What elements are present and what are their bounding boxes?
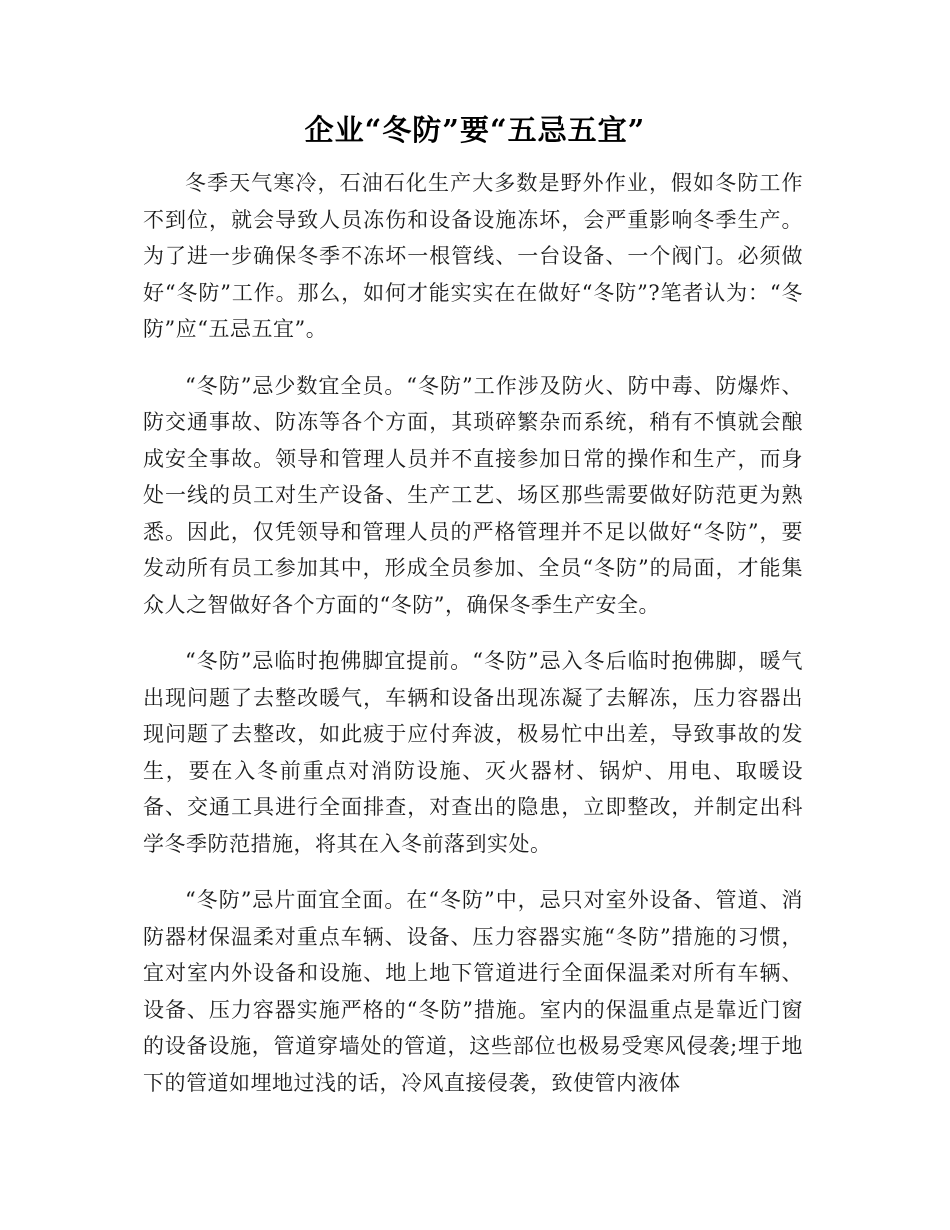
- paragraph-intro: 冬季天气寒冷，石油石化生产大多数是野外作业，假如冬防工作不到位，就会导致人员冻伤和设备设施冻坏，会严重影响冬季生产。为了进一步确保冬季不冻坏一根管线、一台设备、一个阀门。必须做好“冬防”工作。那么，如何才能实实在在做好“冬防”?笔者认为：“冬防”应“五忌五宜”。: [143, 171, 803, 341]
- paragraph-full-staff: “冬防”忌少数宜全员。“冬防”工作涉及防火、防中毒、防爆炸、防交通事故、防冻等各个方面，其琐碎繁杂而系统，稍有不慎就会酿成安全事故。领导和管理人员并不直接参加日常的操作和生产，而身处一线的员工对生产设备、生产工艺、场区那些需要做好防范更为熟悉。因此，仅凭领导和管理人员的严格管理并不足以做好“冬防”，要发动所有员工参加其中，形成全员参加、全员“冬防”的局面，才能集众人之智做好各个方面的“冬防”，确保冬季生产安全。: [143, 373, 803, 617]
- document-body: [143, 165, 803, 1121]
- paragraph-comprehensive: “冬防”忌片面宜全面。在“冬防”中，忌只对室外设备、管道、消防器材保温柔对重点车辆、设备、压力容器实施“冬防”措施的习惯，宜对室内外设备和设施、地上地下管道进行全面保温柔对所有车辆、设备、压力容器实施严格的“冬防”措施。室内的保温重点是靠近门窗的设备设施，管道穿墙处的管道，这些部位也极易受寒风侵袭;埋于地下的管道如埋地过浅的话，冷风直接侵袭，致使管内液体: [143, 888, 803, 1095]
- paragraph-in-advance: “冬防”忌临时抱佛脚宜提前。“冬防”忌入冬后临时抱佛脚，暖气出现问题了去整改暖气，车辆和设备出现冻凝了去解冻，压力容器出现问题了去整改，如此疲于应付奔波，极易忙中出差，导致事故的发生，要在入冬前重点对消防设施、灭火器材、锅炉、用电、取暖设备、交通工具进行全面排查，对查出的隐患，立即整改，并制定出科学冬季防范措施，将其在入冬前落到实处。: [143, 649, 803, 856]
- document-title: 企业“冬防”要“五忌五宜”: [304, 113, 646, 147]
